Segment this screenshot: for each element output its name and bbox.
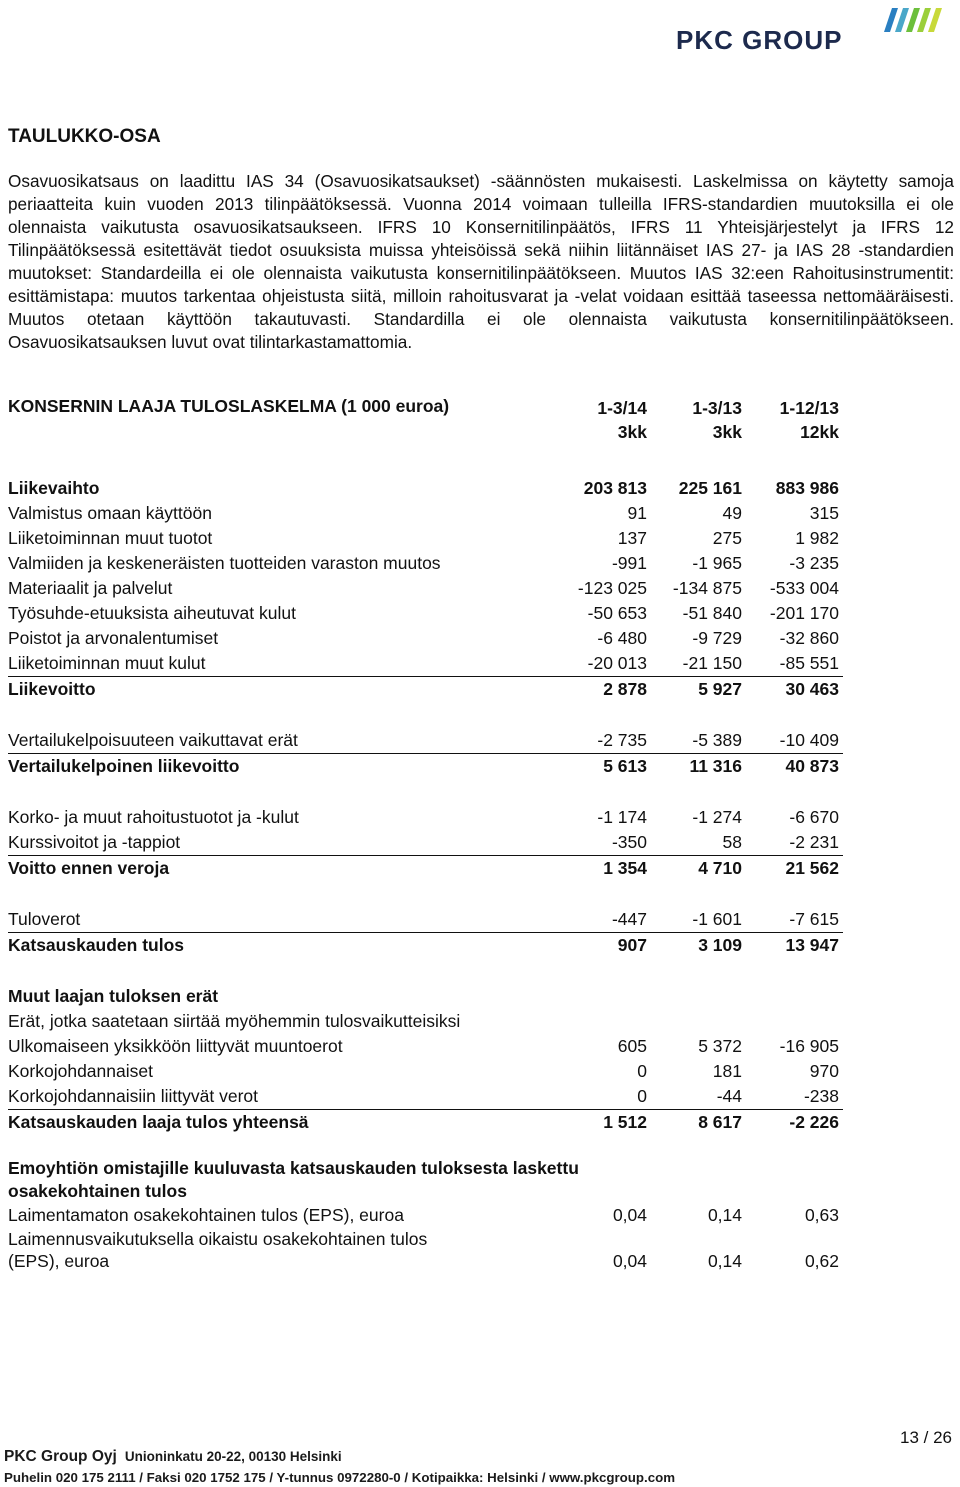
table-row: Vertailukelpoinen liikevoitto 5 613 11 316 40 873 xyxy=(8,756,839,776)
table-row: Korkojohdannaisiin liittyvät verot 0 -44 -238 xyxy=(8,1084,843,1110)
eps-heading: Emoyhtiön omistajille kuuluvasta katsauskauden tuloksesta laskettu osakekohtainen tulos xyxy=(8,1158,579,1201)
table-row: Muut laajan tuloksen erät xyxy=(8,986,219,1006)
column-header: 1-3/14 3kk xyxy=(597,398,647,442)
table-row: Laimentamaton osakekohtainen tulos (EPS), euroa 0,04 0,14 0,63 xyxy=(8,1205,839,1225)
table-row: Kurssivoitot ja -tappiot -350 58 -2 231 xyxy=(8,830,843,856)
table-row: Valmiiden ja keskeneräisten tuotteiden varaston muutos -991 -1 965 -3 235 xyxy=(8,553,839,573)
table-row: Liiketoiminnan muut tuotot 137 275 1 982 xyxy=(8,528,839,548)
company-name: PKC Group Oyj xyxy=(4,1448,117,1465)
table-row: Liikevaihto 203 813 225 161 883 986 xyxy=(8,478,839,498)
table-row: Voitto ennen veroja 1 354 4 710 21 562 xyxy=(8,858,839,878)
table-row: Korkojohdannaiset 0 181 970 xyxy=(8,1061,839,1081)
table-row: Erät, jotka saatetaan siirtää myöhemmin tulosvaikutteisiksi xyxy=(8,1011,461,1031)
table-row: Katsauskauden laaja tulos yhteensä 1 512 8 617 -2 226 xyxy=(8,1112,839,1132)
table-row: Työsuhde-etuuksista aiheutuvat kulut -50 653 -51 840 -201 170 xyxy=(8,603,839,623)
table-title: KONSERNIN LAAJA TULOSLASKELMA (1 000 euroa) xyxy=(8,396,450,416)
income-statement-table xyxy=(8,396,843,1273)
table-row: Katsauskauden tulos 907 3 109 13 947 xyxy=(8,935,839,955)
table-row: Ulkomaiseen yksikköön liittyvät muuntoerot 605 5 372 -16 905 xyxy=(8,1036,839,1056)
table-row: Tuloverot -447 -1 601 -7 615 xyxy=(8,907,843,933)
page-number: 13 / 26 xyxy=(900,1428,952,1447)
company-address: Unioninkatu 20-22, 00130 Helsinki xyxy=(124,1449,342,1464)
column-header: 1-12/13 12kk xyxy=(779,398,839,442)
table-row: Laimennusvaikutuksella oikaistu osakekohtainen tulos (EPS), euroa 0,04 0,14 0,62 xyxy=(8,1229,839,1271)
pkc-group-logo xyxy=(676,6,946,56)
logo-text: PKC GROUP xyxy=(676,25,843,55)
table-row: Liiketoiminnan muut kulut -20 013 -21 150 -85 551 xyxy=(8,651,843,677)
table-row: Vertailukelpoisuuteen vaikuttavat erät -2 735 -5 389 -10 409 xyxy=(8,728,843,754)
eps-section xyxy=(8,1157,843,1273)
table-row: Liikevoitto 2 878 5 927 30 463 xyxy=(8,679,839,699)
table-row: Korko- ja muut rahoitustuotot ja -kulut -1 174 -1 274 -6 670 xyxy=(8,807,839,827)
table-header xyxy=(8,396,843,446)
table-row: Valmistus omaan käyttöön 91 49 315 xyxy=(8,503,839,523)
intro-paragraph: Osavuosikatsaus on laadittu IAS 34 (Osavuosikatsaukset) -säännösten mukaisesti. Laskelmissa on käytetty samoja periaatteita kuin vuoden 2013 tilinpäätöksessä. Vuonna 2014 voimaan tulleilla IFRS-standardien muutoksilla ei ole olennaista vaikutusta osavuosikatsaukseen. IFRS 10 Konsernitilinpäätös, IFRS 11 Yhteisjärjestelyt ja IFRS 12 Tilinpäätöksessä esitettävät tiedot osuuksista muissa yhteisöissä sekä niihin liitännäiset IAS 27- ja IAS 28 -standardien muutokset: Standardeilla ei ole olennaista vaikutusta konsernitilinpäätökseen. Muutos IAS 32:een Rahoitusinstrumentit: esittämistapa: muutos tarkentaa ohjeistusta siitä, milloin rahoitusvarat ja -velat voidaan esittää taseessa nettomääräisesti. Muutos otetaan käyttöön takautuvasti. Standardilla ei ole olennaista vaikutusta konsernitilinpäätökseen. Osavuosikatsauksen luvut ovat tilintarkastamattomia. xyxy=(8,171,954,352)
table-row: Materiaalit ja palvelut -123 025 -134 875 -533 004 xyxy=(8,578,839,598)
footer-contacts: Puhelin 020 175 2111 / Faksi 020 1752 175 / Y-tunnus 0972280-0 / Kotipaikka: Helsinki / www.pkcgroup.com xyxy=(4,1470,676,1485)
footer-company-line xyxy=(4,1448,342,1466)
logo-stripes-icon xyxy=(874,6,946,32)
column-header: 1-3/13 3kk xyxy=(692,398,742,442)
section-title: TAULUKKO-OSA xyxy=(8,126,161,147)
table-row: Poistot ja arvonalentumiset -6 480 -9 729 -32 860 xyxy=(8,628,839,648)
